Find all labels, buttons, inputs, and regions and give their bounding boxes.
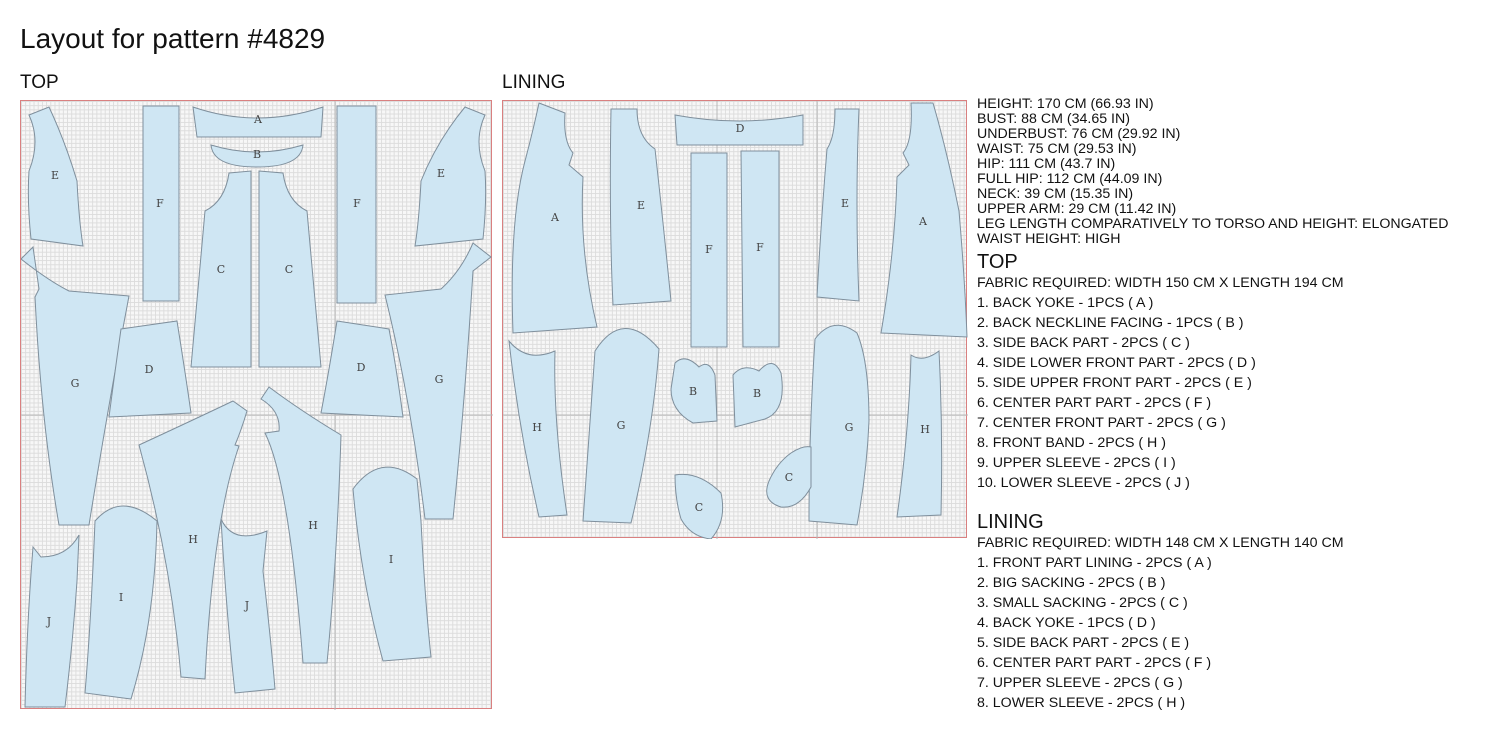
top-piece-label: E bbox=[436, 167, 446, 180]
top-piece-label: F bbox=[156, 197, 164, 210]
list-item: 3. SMALL SACKING - 2PCS ( C ) bbox=[977, 595, 1188, 611]
measurement-upper-arm: UPPER ARM: 29 CM (11.42 IN) bbox=[977, 201, 1177, 217]
lining-piece-label: H bbox=[532, 421, 542, 434]
top-piece-label: D bbox=[144, 363, 154, 376]
lining-layout-board bbox=[502, 100, 967, 538]
list-item: 10. LOWER SLEEVE - 2PCS ( J ) bbox=[977, 475, 1190, 491]
top-piece-j bbox=[25, 535, 79, 707]
list-item: 1. BACK YOKE - 1PCS ( A ) bbox=[977, 295, 1154, 311]
lining-piece-label: A bbox=[551, 211, 559, 224]
list-item: 2. BACK NECKLINE FACING - 1PCS ( B ) bbox=[977, 315, 1244, 331]
top-piece-e bbox=[415, 107, 486, 246]
list-item: 5. SIDE UPPER FRONT PART - 2PCS ( E ) bbox=[977, 375, 1252, 391]
measurement-leg-length: LEG LENGTH COMPARATIVELY TO TORSO AND HEIGHT: ELONGATED bbox=[977, 216, 1449, 232]
top-piece-label: J bbox=[46, 615, 52, 628]
top-piece-label: I bbox=[388, 553, 394, 566]
list-item: 8. FRONT BAND - 2PCS ( H ) bbox=[977, 435, 1166, 451]
measurement-bust: BUST: 88 CM (34.65 IN) bbox=[977, 111, 1130, 127]
top-piece-label: D bbox=[356, 361, 366, 374]
lining-piece-label: C bbox=[784, 471, 794, 484]
measurement-hip: HIP: 111 CM (43.7 IN) bbox=[977, 156, 1116, 172]
top-piece-h bbox=[261, 387, 341, 663]
lining-info-panel bbox=[977, 511, 1344, 713]
top-section-title: TOP bbox=[977, 251, 1018, 273]
list-item: 5. SIDE BACK PART - 2PCS ( E ) bbox=[977, 635, 1190, 651]
lining-piece-label: F bbox=[705, 243, 713, 256]
measurement-underbust: UNDERBUST: 76 CM (29.92 IN) bbox=[977, 126, 1181, 142]
top-piece-label: G bbox=[434, 373, 444, 386]
lining-piece-label: B bbox=[752, 387, 762, 400]
lining-piece-label: E bbox=[636, 199, 646, 212]
list-item: 6. CENTER PART PART - 2PCS ( F ) bbox=[977, 655, 1212, 671]
top-pieces-list bbox=[977, 293, 1497, 493]
lining-piece-label: B bbox=[688, 385, 698, 398]
lining-piece-e bbox=[817, 109, 859, 301]
measurement-full-hip: FULL HIP: 112 CM (44.09 IN) bbox=[977, 171, 1163, 187]
measurement-neck: NECK: 39 CM (15.35 IN) bbox=[977, 186, 1134, 202]
measurements-list bbox=[977, 97, 1497, 247]
list-item: 7. CENTER FRONT PART - 2PCS ( G ) bbox=[977, 415, 1226, 431]
top-piece-label: A bbox=[254, 113, 262, 126]
top-piece-label: G bbox=[70, 377, 80, 390]
top-piece-label: I bbox=[118, 591, 124, 604]
list-item: 3. SIDE BACK PART - 2PCS ( C ) bbox=[977, 335, 1190, 351]
lining-piece-label: H bbox=[920, 423, 930, 436]
page-title: Layout for pattern #4829 bbox=[20, 23, 326, 54]
lining-layout-label: LINING bbox=[502, 72, 566, 93]
pattern-info-panel bbox=[977, 97, 1497, 493]
list-item: 6. CENTER PART PART - 2PCS ( F ) bbox=[977, 395, 1212, 411]
top-piece-label: F bbox=[353, 197, 361, 210]
lining-piece-label: C bbox=[694, 501, 704, 514]
lining-piece-label: G bbox=[616, 419, 626, 432]
lining-piece-label: E bbox=[840, 197, 850, 210]
lining-fabric-required: FABRIC REQUIRED: WIDTH 148 CM X LENGTH 140 CM bbox=[977, 535, 1344, 551]
list-item: 9. UPPER SLEEVE - 2PCS ( I ) bbox=[977, 455, 1176, 471]
top-piece-label: B bbox=[252, 148, 262, 161]
top-layout-label: TOP bbox=[20, 72, 59, 93]
top-pattern-pieces bbox=[21, 101, 493, 710]
lining-pattern-pieces bbox=[503, 101, 968, 539]
lining-piece-label: D bbox=[735, 122, 745, 135]
lining-piece-label: G bbox=[844, 421, 854, 434]
measurement-waist-height: WAIST HEIGHT: HIGH bbox=[977, 231, 1121, 247]
lining-pieces-list bbox=[977, 553, 1344, 713]
list-item: 2. BIG SACKING - 2PCS ( B ) bbox=[977, 575, 1166, 591]
list-item: 8. LOWER SLEEVE - 2PCS ( H ) bbox=[977, 695, 1186, 711]
top-piece-label: J bbox=[244, 599, 250, 612]
top-layout-board bbox=[20, 100, 492, 709]
list-item: 1. FRONT PART LINING - 2PCS ( A ) bbox=[977, 555, 1212, 571]
top-piece-label: E bbox=[50, 169, 60, 182]
top-piece-label: C bbox=[216, 263, 226, 276]
top-fabric-required: FABRIC REQUIRED: WIDTH 150 CM X LENGTH 194 CM bbox=[977, 275, 1344, 291]
list-item: 7. UPPER SLEEVE - 2PCS ( G ) bbox=[977, 675, 1183, 691]
measurement-waist: WAIST: 75 CM (29.53 IN) bbox=[977, 141, 1137, 157]
top-piece-label: H bbox=[188, 533, 198, 546]
lining-section-title: LINING bbox=[977, 511, 1044, 533]
measurement-height: HEIGHT: 170 CM (66.93 IN) bbox=[977, 96, 1154, 112]
top-piece-label: H bbox=[308, 519, 318, 532]
lining-piece-label: F bbox=[756, 241, 764, 254]
lining-piece-label: A bbox=[919, 215, 927, 228]
list-item: 4. SIDE LOWER FRONT PART - 2PCS ( D ) bbox=[977, 355, 1256, 371]
top-piece-label: C bbox=[284, 263, 294, 276]
lining-piece-g bbox=[809, 325, 869, 525]
list-item: 4. BACK YOKE - 1PCS ( D ) bbox=[977, 615, 1156, 631]
